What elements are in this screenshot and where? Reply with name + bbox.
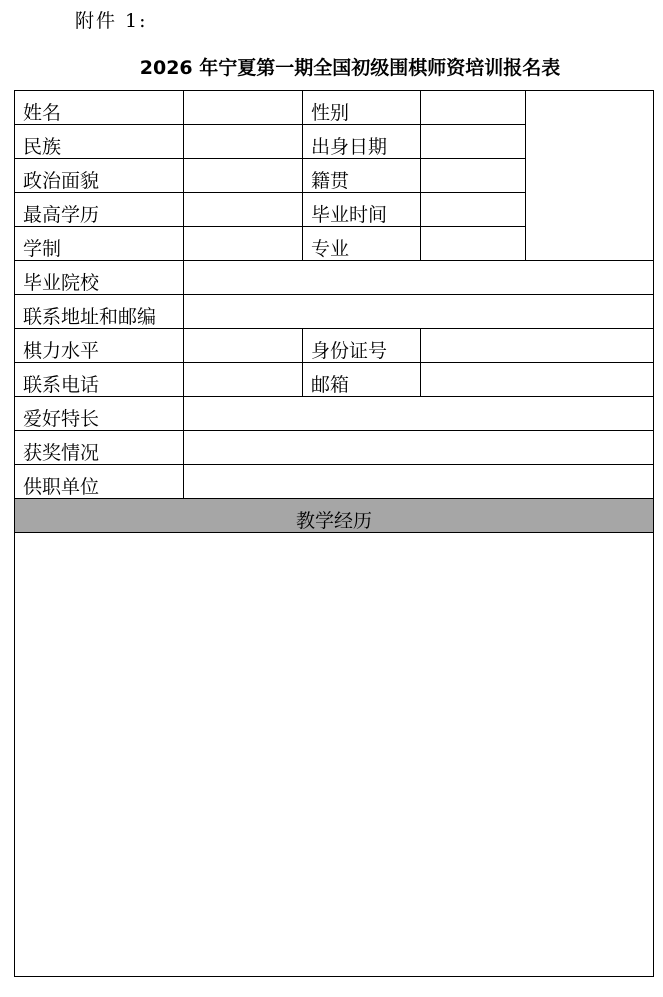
education-label: 最高学历 [15,193,184,227]
form-title: 2026 年宁夏第一期全国初级围棋师资培训报名表 [139,57,561,79]
graduation-time-field[interactable] [421,193,526,227]
chess-level-field[interactable] [184,329,303,363]
school-field[interactable] [184,261,654,295]
id-number-label: 身份证号 [303,329,421,363]
political-label: 政治面貌 [15,159,184,193]
photo-cell [526,91,654,261]
chess-level-label: 棋力水平 [15,329,184,363]
form-row-phone [15,363,654,397]
attachment-label: 附件 1: [75,10,148,32]
form-row-awards [15,431,654,465]
gender-field[interactable] [421,91,526,125]
form-row-name [15,91,654,125]
study-length-label: 学制 [15,227,184,261]
email-label: 邮箱 [303,363,421,397]
name-label: 姓名 [15,91,184,125]
hobbies-field[interactable] [184,397,654,431]
political-field[interactable] [184,159,303,193]
gender-label: 性别 [303,91,421,125]
hobbies-label: 爱好特长 [15,397,184,431]
ethnicity-field[interactable] [184,125,303,159]
name-field[interactable] [184,91,303,125]
native-place-label: 籍贯 [303,159,421,193]
form-row-hobbies [15,397,654,431]
awards-field[interactable] [184,431,654,465]
form-row-school [15,261,654,295]
native-place-field[interactable] [421,159,526,193]
awards-label: 获奖情况 [15,431,184,465]
graduation-time-label: 毕业时间 [303,193,421,227]
registration-form-table [14,90,654,977]
education-field[interactable] [184,193,303,227]
school-label: 毕业院校 [15,261,184,295]
employer-label: 供职单位 [15,465,184,499]
phone-label: 联系电话 [15,363,184,397]
address-label: 联系地址和邮编 [15,295,184,329]
address-field[interactable] [184,295,654,329]
employer-field[interactable] [184,465,654,499]
form-row-teaching-area [15,533,654,977]
ethnicity-label: 民族 [15,125,184,159]
form-row-address [15,295,654,329]
form-row-teaching-header [15,499,654,533]
teaching-section-header: 教学经历 [15,499,654,533]
major-field[interactable] [421,227,526,261]
form-row-chess-level [15,329,654,363]
birthdate-label: 出身日期 [303,125,421,159]
form-row-employer [15,465,654,499]
id-number-field[interactable] [421,329,654,363]
teaching-experience-field[interactable] [15,533,654,977]
birthdate-field[interactable] [421,125,526,159]
phone-field[interactable] [184,363,303,397]
study-length-field[interactable] [184,227,303,261]
email-field[interactable] [421,363,654,397]
major-label: 专业 [303,227,421,261]
